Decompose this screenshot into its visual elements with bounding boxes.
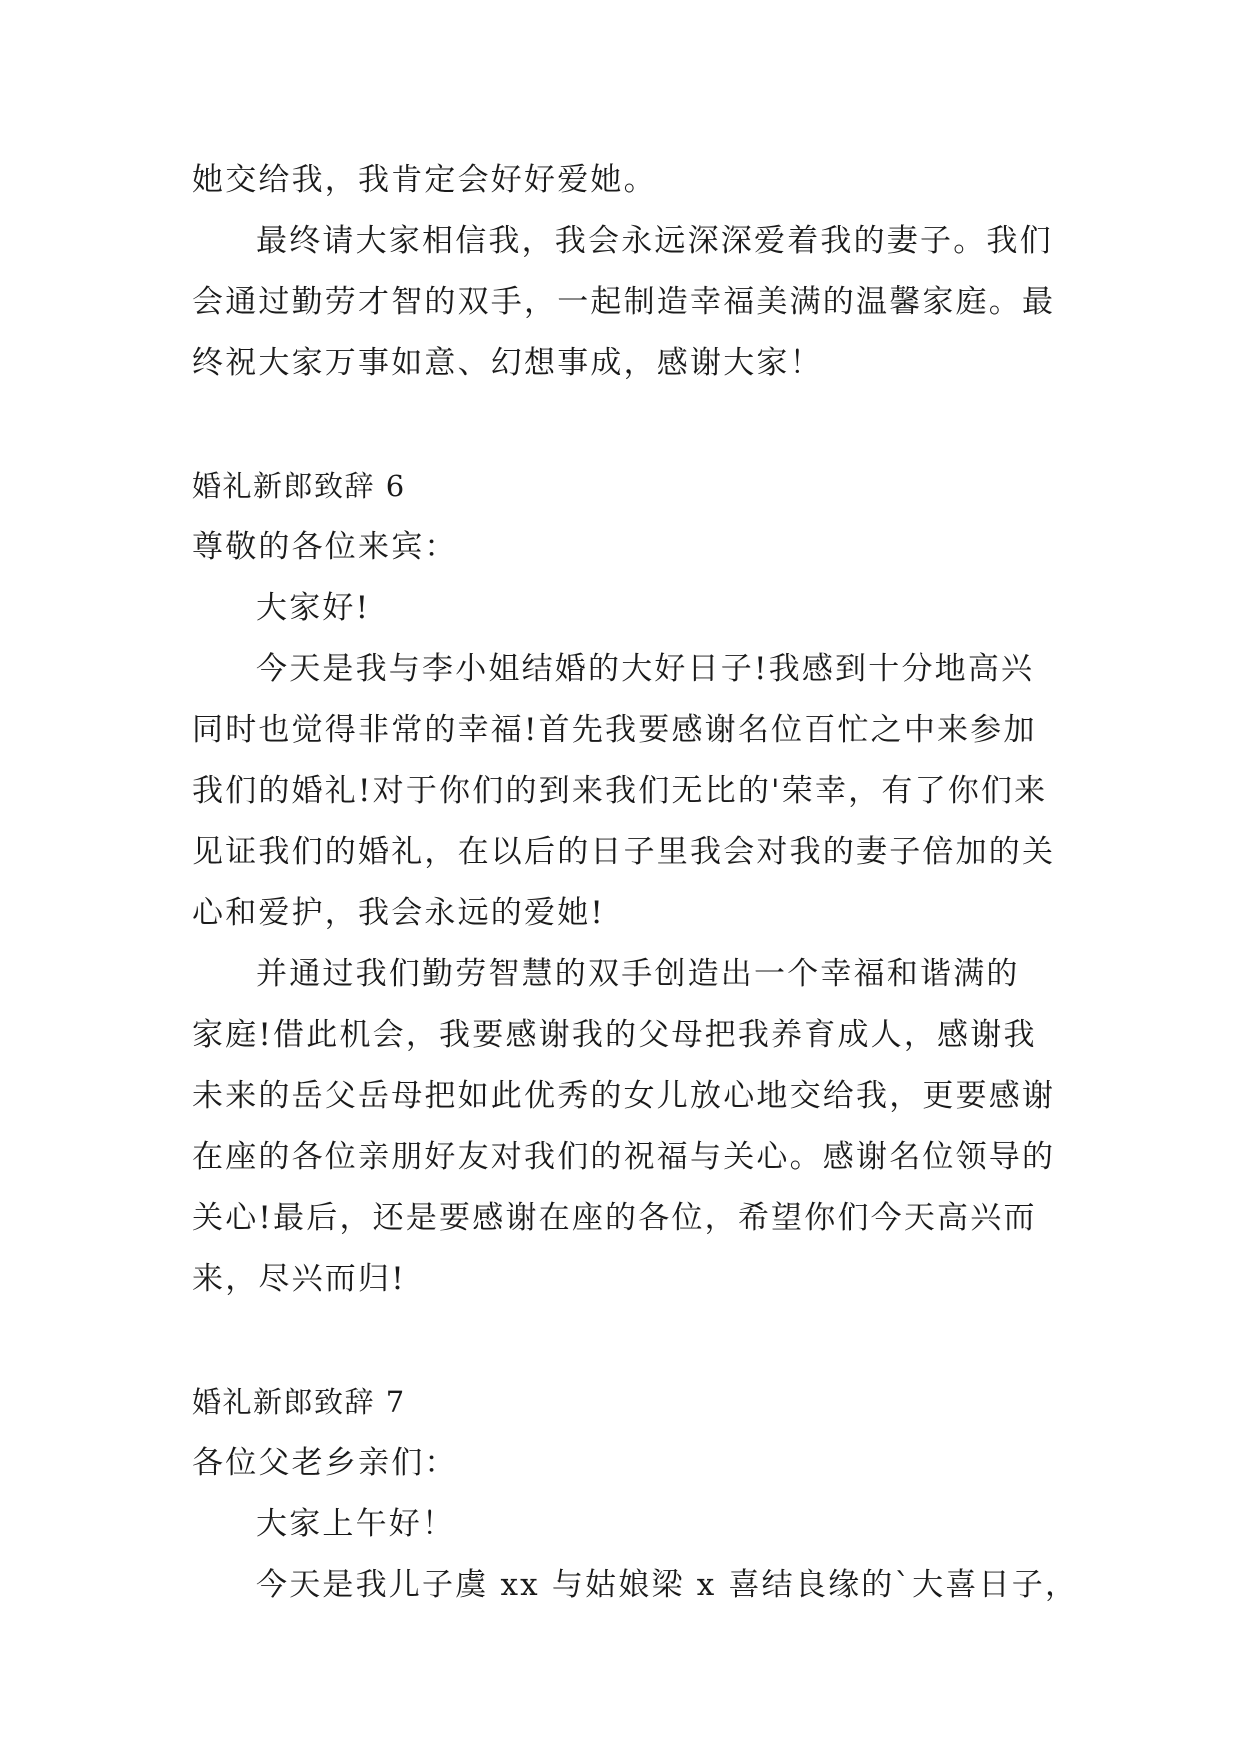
paragraph-line: 今天是我儿子虞 xx 与姑娘梁 x 喜结良缘的`大喜日子， xyxy=(256,1567,1079,1603)
previous-speech-ending xyxy=(192,150,1054,394)
paragraph-line: 同时也觉得非常的幸福!首先我要感谢名位百忙之中来参加 xyxy=(192,712,1037,748)
section-gap xyxy=(192,394,1054,456)
paragraph-line: 她交给我，我肯定会好好爱她。 xyxy=(192,162,657,198)
paragraph-line: 家庭!借此机会，我要感谢我的父母把我养育成人，感谢我 xyxy=(192,1017,1037,1053)
greeting-line: 大家好! xyxy=(256,590,371,626)
paragraph-line: 心和爱护，我会永远的爱她! xyxy=(192,895,606,931)
speech-section-6 xyxy=(192,456,1054,1310)
paragraph-line: 来，尽兴而归! xyxy=(192,1261,406,1297)
section-title: 婚礼新郎致辞 6 xyxy=(192,469,406,503)
paragraph-line: 关心!最后，还是要感谢在座的各位，希望你们今天高兴而 xyxy=(192,1200,1037,1236)
paragraph-line: 并通过我们勤劳智慧的双手创造出一个幸福和谐满的 xyxy=(256,956,1020,992)
paragraph-line: 今天是我与李小姐结婚的大好日子!我感到十分地高兴 xyxy=(256,651,1035,687)
speech-section-7 xyxy=(192,1372,1079,1616)
greeting-line: 大家上午好！ xyxy=(256,1506,456,1542)
paragraph-line: 未来的岳父岳母把如此优秀的女儿放心地交给我，更要感谢 xyxy=(192,1078,1056,1114)
document-page xyxy=(192,150,1079,1616)
paragraph-line: 我们的婚礼!对于你们的到来我们无比的'荣幸，有了你们来 xyxy=(192,773,1048,809)
paragraph-line: 见证我们的婚礼，在以后的日子里我会对我的妻子倍加的关 xyxy=(192,834,1056,870)
salutation: 尊敬的各位来宾： xyxy=(192,529,458,565)
paragraph-line: 在座的各位亲朋好友对我们的祝福与关心。感谢名位领导的 xyxy=(192,1139,1056,1175)
section-gap xyxy=(192,1310,1054,1372)
salutation: 各位父老乡亲们： xyxy=(192,1445,458,1481)
paragraph-line: 会通过勤劳才智的双手，一起制造幸福美满的温馨家庭。最 xyxy=(192,284,1056,320)
paragraph-line: 最终请大家相信我，我会永远深深爱着我的妻子。我们 xyxy=(256,223,1053,259)
paragraph-line: 终祝大家万事如意、幻想事成，感谢大家！ xyxy=(192,345,823,381)
section-title: 婚礼新郎致辞 7 xyxy=(192,1385,406,1419)
